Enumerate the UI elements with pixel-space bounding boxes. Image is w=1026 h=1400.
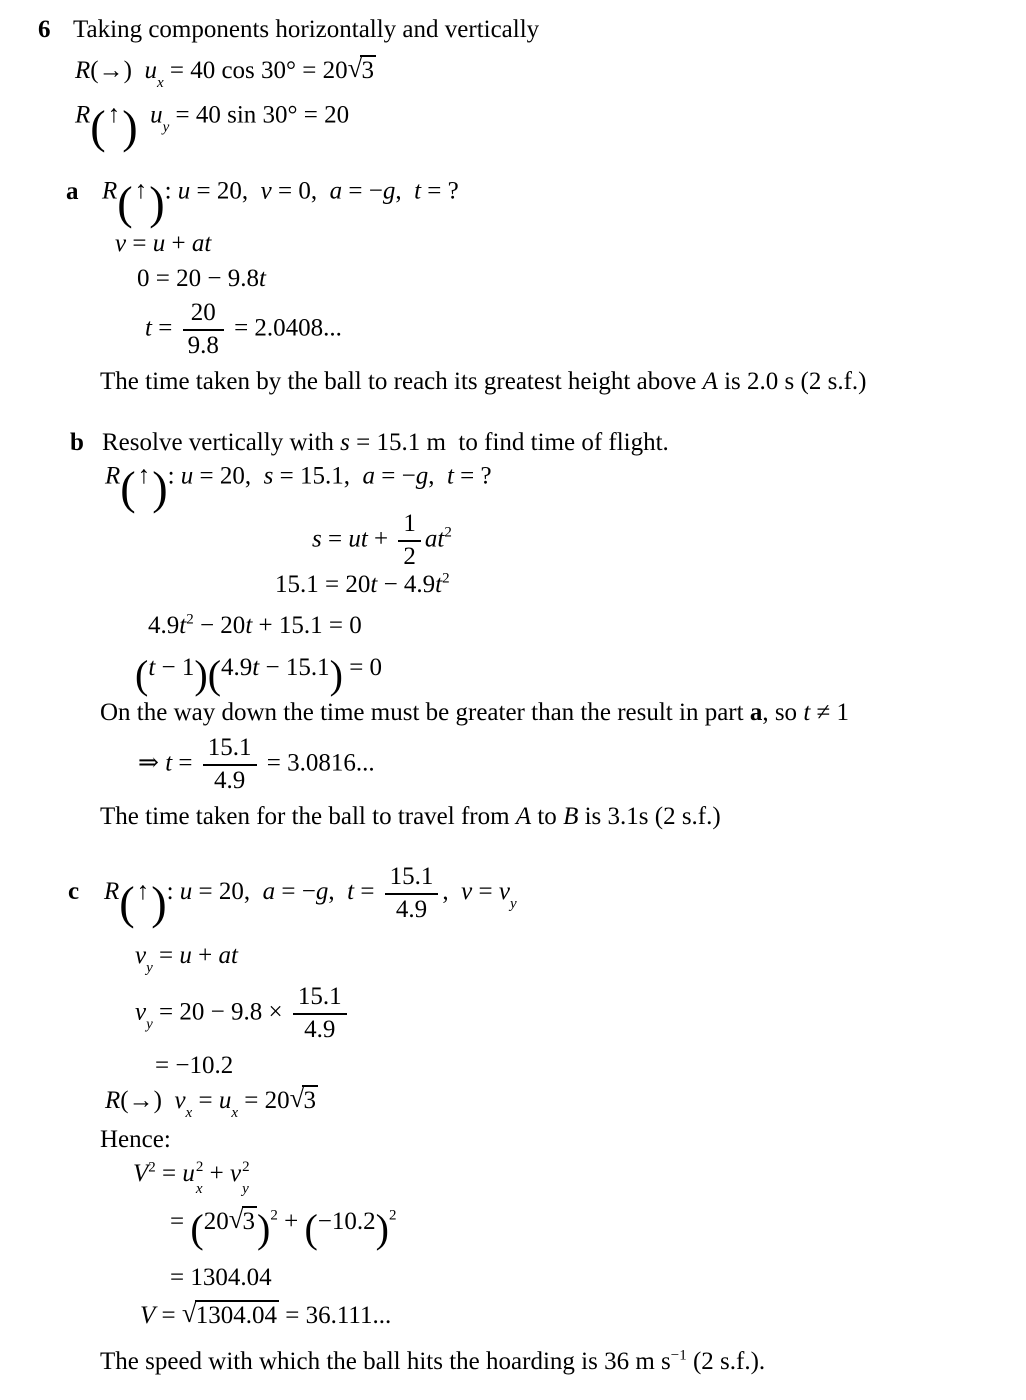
resolve-direction [90, 100, 138, 153]
numerator: 20 [183, 299, 224, 331]
math-variable: t [803, 699, 811, 726]
part-c-label: c [68, 878, 80, 906]
math-text: (2 s.f.). [686, 1348, 766, 1375]
part-b-eq-quadratic [148, 610, 362, 643]
math-variable: a [262, 878, 276, 906]
math-variable: t [347, 878, 355, 906]
math-variable: R [75, 101, 91, 129]
math-text: 0 = 20 − 9.8 [137, 265, 259, 292]
math-variable: u [180, 462, 194, 490]
math-text: = 1304.04 [170, 1264, 272, 1291]
math-variable: g [415, 462, 429, 490]
math-text: + [203, 1160, 230, 1187]
math-text: = − [275, 878, 316, 906]
math-variable: t [370, 571, 378, 598]
numerator: 15.1 [203, 734, 257, 766]
part-b-heading [102, 429, 669, 456]
math-text: − 20 [193, 612, 246, 639]
part-b-conclusion [100, 801, 721, 834]
fraction [293, 983, 347, 1045]
math-text: = [354, 878, 381, 906]
numerator: 15.1 [293, 983, 347, 1015]
math-text: = ? [421, 177, 459, 205]
math-text: , [395, 177, 415, 205]
math-variable: a [329, 177, 343, 205]
problem-intro: Taking components horizontally and vertically [73, 16, 540, 43]
math-variable: a [362, 462, 375, 490]
part-c-eq-v-value [170, 1262, 272, 1295]
math-variable: g [315, 878, 329, 906]
math-variable: t [245, 612, 253, 639]
math-variable: v [174, 1087, 186, 1114]
math-variable: t [148, 654, 156, 682]
math-text: Resolve vertically with [102, 429, 341, 456]
open-paren: ( [304, 1206, 318, 1251]
math-variable: at [424, 525, 445, 553]
math-text: = −10.2 [155, 1052, 234, 1079]
problem-number: 6 [38, 16, 51, 43]
math-text: = [155, 1160, 183, 1187]
part-c-eq-vx [105, 1082, 318, 1124]
math-text: = 20 − 9.8 × [152, 998, 289, 1026]
math-text: 4.9 [221, 654, 253, 682]
part-b-eq-substituted [275, 569, 450, 602]
math-variable: u [179, 878, 193, 906]
subscript: y [162, 119, 170, 136]
math-text: ≠ 1 [810, 699, 849, 726]
math-text: , so [762, 699, 804, 726]
superscript: 2 [186, 611, 194, 628]
math-variable: t [258, 265, 266, 292]
part-c-conclusion [100, 1346, 765, 1379]
superscript: 2 [195, 1159, 204, 1175]
math-variable: R [104, 878, 120, 906]
math-variable: t [446, 462, 454, 490]
denominator: 4.9 [395, 895, 428, 923]
math-text: = [321, 525, 349, 553]
math-variable: R [102, 177, 118, 205]
open-paren: ( [119, 878, 135, 930]
numerator: 15.1 [385, 863, 439, 895]
math-variable: B [563, 803, 579, 830]
math-text: (→) [120, 1087, 175, 1114]
setup-horizontal-equation [75, 52, 376, 94]
math-variable: at [191, 230, 212, 257]
superscript: 2 [388, 1207, 397, 1224]
close-paren: ) [149, 178, 165, 229]
part-a-label: a [66, 177, 79, 205]
math-variable: v [115, 230, 127, 257]
subscript: x [185, 1105, 193, 1121]
part-c-eq-v-expanded [170, 1203, 396, 1255]
denominator: 4.9 [214, 766, 246, 794]
math-variable: u [152, 230, 166, 257]
part-c-eq-vy-value [155, 1050, 233, 1083]
math-variable: s [263, 462, 274, 490]
math-text: + [191, 942, 219, 969]
fraction [203, 734, 257, 796]
radicand: 3 [242, 1208, 256, 1236]
radical-sign: √ [228, 1204, 244, 1235]
math-variable: R [105, 1087, 121, 1114]
superscript: −1 [670, 1347, 687, 1364]
part-c-eq-vy-sub [135, 983, 351, 1045]
math-text: 4.9 [148, 612, 180, 639]
math-text: ⇒ [138, 749, 166, 777]
close-paren: ) [257, 1206, 271, 1251]
math-text: = 0 [342, 654, 383, 682]
problem-header [38, 14, 539, 47]
math-text: − 4.9 [377, 571, 436, 598]
square-root [181, 1298, 279, 1329]
math-text: = 20, [193, 462, 264, 490]
math-text: = 2.0408... [227, 314, 342, 342]
math-text: The time taken by the ball to reach its greatest height above [100, 368, 703, 395]
math-text: : [164, 177, 178, 205]
resolve-direction [119, 877, 167, 930]
part-a-given [102, 176, 459, 229]
math-variable: R [105, 462, 121, 490]
superscript: 2 [242, 1159, 250, 1175]
math-text: = 20, [190, 177, 261, 205]
denominator: 9.8 [187, 331, 219, 359]
math-variable: v [260, 177, 272, 205]
math-text: , [328, 878, 348, 906]
math-variable: v [461, 878, 473, 906]
math-text: = [472, 878, 499, 906]
part-b-eq-factored [135, 649, 382, 701]
subscript: x [156, 75, 164, 91]
math-text: + 15.1 = 0 [252, 612, 362, 639]
math-variable: A [515, 803, 532, 830]
radicand: 3 [361, 57, 374, 84]
radical-sign: √ [289, 1083, 305, 1113]
math-text: 15.1 = 20 [275, 571, 371, 598]
math-variable: v [135, 998, 147, 1026]
math-text: : [166, 878, 180, 906]
close-paren: ) [122, 102, 138, 153]
math-text: = − [375, 462, 416, 490]
math-text: = 40 sin 30° = 20 [169, 101, 350, 129]
superscript: 2 [270, 1207, 278, 1224]
up-arrow-icon: ↑ [134, 176, 148, 204]
resolve-direction [117, 176, 165, 229]
part-b-eq-time [138, 734, 375, 796]
math-variable: A [702, 368, 718, 395]
math-text: = [170, 1208, 191, 1236]
open-paren: ( [190, 1206, 204, 1251]
var-with-scripts [182, 1159, 204, 1197]
radical-sign: √ [347, 53, 363, 83]
math-variable: s [340, 429, 350, 456]
open-paren: ( [120, 463, 136, 514]
math-variable: s [312, 525, 322, 553]
part-b-note [100, 697, 849, 730]
close-paren: ) [329, 652, 343, 697]
math-text: = 0, [271, 177, 330, 205]
part-c-given [104, 863, 517, 930]
denominator: 4.9 [304, 1015, 336, 1043]
denominator: 2 [403, 542, 416, 570]
bold-text: a [749, 699, 763, 726]
math-text: 20 [203, 1208, 229, 1236]
open-paren: ( [135, 652, 149, 697]
numerator: 1 [398, 510, 421, 542]
setup-vertical-equation [75, 98, 349, 158]
math-text: : [167, 462, 181, 490]
math-variable: V [140, 1302, 156, 1329]
fraction [385, 863, 439, 925]
part-b-row [70, 427, 669, 460]
math-text: = 36.111... [278, 1302, 392, 1329]
math-variable: v [135, 942, 147, 969]
math-variable: at [218, 942, 238, 969]
radical-sign: √ [181, 1298, 197, 1328]
math-text: The speed with which the ball hits the hoarding is 36 m s [100, 1348, 671, 1375]
math-variable: u [150, 101, 163, 129]
up-arrow-icon: ↑ [136, 877, 150, 905]
math-variable: u [177, 177, 191, 205]
superscript: 2 [442, 570, 450, 587]
script-stack [242, 1157, 250, 1201]
radicand: 3 [303, 1087, 316, 1114]
superscript: 2 [444, 524, 452, 541]
superscript: 2 [148, 1159, 156, 1176]
close-paren: ) [152, 463, 168, 514]
math-text: − 15.1 [259, 654, 330, 682]
close-paren: ) [375, 1206, 389, 1251]
math-variable: t [435, 571, 443, 598]
math-text: + [367, 525, 395, 553]
open-paren: ( [117, 178, 133, 229]
square-root [228, 1204, 257, 1236]
part-c-eq-v-squared [133, 1157, 250, 1201]
math-text: = − [342, 177, 383, 205]
math-text: The time taken for the ball to travel from [100, 803, 516, 830]
math-text: to [531, 803, 564, 830]
math-variable: V [133, 1160, 149, 1187]
resolve-direction [120, 461, 168, 514]
part-b-eq-suvat [312, 510, 452, 572]
math-text: + [165, 230, 192, 257]
math-variable: t [179, 612, 187, 639]
part-b-label: b [70, 429, 84, 456]
close-paren: ) [194, 652, 208, 697]
math-text: = 40 cos 30° = 20 [163, 57, 348, 84]
math-variable: g [382, 177, 396, 205]
math-text: , [442, 878, 462, 906]
close-paren: ) [151, 878, 167, 930]
subscript: y [146, 960, 153, 976]
math-text: = [155, 1302, 182, 1329]
math-variable: t [165, 749, 173, 777]
math-text [138, 102, 151, 129]
math-text: = 20 [238, 1087, 290, 1114]
square-root [289, 1083, 318, 1114]
math-variable: u [182, 1160, 195, 1187]
math-variable: t [414, 177, 422, 205]
radicand: 1304.04 [195, 1302, 277, 1329]
math-text: = [126, 230, 153, 257]
math-variable: ut [348, 525, 368, 553]
part-a-row [66, 174, 459, 234]
part-a-eq-t [145, 299, 342, 361]
math-text: is 3.1s (2 s.f.) [578, 803, 721, 830]
math-variable: t [252, 654, 260, 682]
math-text: On the way down the time must be greater than the result in part [100, 699, 750, 726]
subscript: y [242, 1180, 249, 1197]
subscript: x [231, 1105, 238, 1121]
math-text: = 15.1 m to find time of flight. [349, 429, 669, 456]
math-variable: u [144, 57, 157, 84]
math-text: + [277, 1208, 305, 1236]
math-text: (→) [90, 57, 145, 84]
part-c-eq-vy-suvat [135, 940, 238, 979]
math-text: − 1 [155, 654, 195, 682]
part-c-eq-v-root [140, 1297, 391, 1333]
part-a-conclusion [100, 366, 866, 399]
up-arrow-icon: ↑ [107, 100, 121, 128]
part-a-eq-v [115, 228, 211, 261]
math-text: −10.2 [317, 1208, 376, 1236]
subscript: y [146, 1016, 153, 1033]
math-variable: t [145, 314, 152, 342]
subscript: x [195, 1180, 203, 1197]
var-with-scripts [230, 1159, 250, 1197]
math-text: = ? [453, 462, 492, 490]
fraction [183, 299, 224, 361]
part-c-hence [100, 1124, 171, 1157]
math-text: is 2.0 s (2 s.f.) [717, 368, 867, 395]
math-text: = 15.1, [273, 462, 363, 490]
math-variable: R [75, 57, 91, 84]
math-text: = [172, 749, 199, 777]
math-text: Hence: [100, 1126, 171, 1153]
math-text: = 20, [192, 878, 263, 906]
math-text: , [428, 462, 447, 490]
subscript: y [510, 896, 517, 913]
open-paren: ( [207, 652, 222, 697]
math-text: = [152, 942, 180, 969]
open-paren: ( [90, 102, 106, 153]
math-variable: v [498, 878, 510, 906]
up-arrow-icon: ↑ [137, 461, 151, 489]
math-variable: v [230, 1160, 242, 1187]
math-text: = 3.0816... [260, 749, 375, 777]
fraction [398, 510, 421, 572]
math-variable: u [218, 1087, 232, 1114]
part-a-eq-zero [137, 263, 266, 296]
part-c-row [68, 863, 517, 935]
math-variable: u [179, 942, 192, 969]
math-text: = [192, 1087, 219, 1114]
square-root [347, 53, 376, 84]
math-text: = [151, 314, 179, 342]
